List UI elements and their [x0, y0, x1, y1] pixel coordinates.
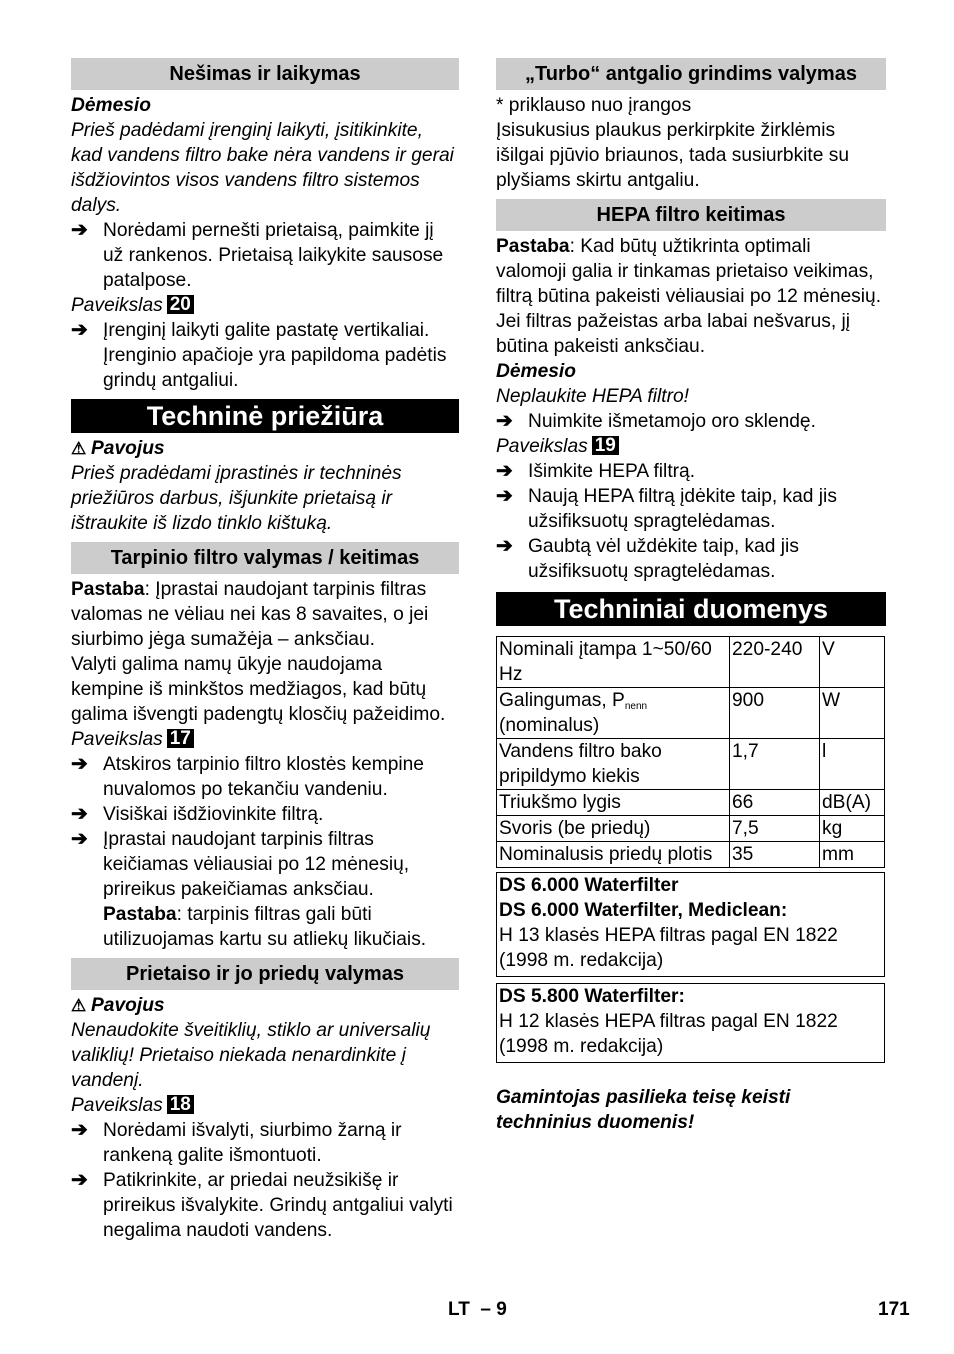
table-row: Triukšmo lygis 66 dB(A)	[497, 790, 885, 816]
arrow-right-icon: ➔	[71, 828, 88, 850]
arrow-right-icon: ➔	[71, 1119, 88, 1141]
danger-text: Prieš pradėdami įprastinės ir techninės priežiūros darbus, išjunkite prietaisą ir ištraukite iš lizdo tinklo kištuką.	[71, 463, 402, 534]
note-paragraph: Pastaba: Kad būtų užtikrinta optimali valomoji galia ir tinkamas prietaiso veikimas, filtrą būtina pakeisti vėliausiai po 12 mėnesių. Jei filtras pažeistas arba labai nešvarus, jį būtina pakeisti anksčiau.	[496, 236, 882, 357]
figure-ref: Paveikslas 20	[71, 293, 459, 318]
arrow-right-icon: ➔	[71, 319, 88, 341]
heading-hepa: HEPA filtro keitimas	[496, 199, 886, 231]
table-row: Svoris (be priedų) 7,5 kg	[497, 816, 885, 842]
list-item: ➔ Nuimkite išmetamojo oro sklendę.	[496, 410, 816, 432]
arrow-right-icon: ➔	[71, 803, 88, 825]
hepa-class-box-ds6000: DS 6.000 Waterfilter DS 6.000 Waterfilter, Mediclean: H 13 klasės HEPA filtras pagal EN 1822 (1998 m. redakcija)	[496, 872, 885, 977]
note-paragraph: Pastaba: tarpinis filtras gali būti utilizuojamas kartu su atliekų likučiais.	[103, 904, 427, 950]
list-item: ➔ Atskiros tarpinio filtro klostės kempine nuvalomos po tekančiu vandeniu.	[71, 753, 424, 800]
note-paragraph: Pastaba: Įprastai naudojant tarpinis filtras valomas ne vėliau nei kas 8 savaites, o jei siurbimo jėga sumažėja – anksčiau.	[71, 579, 429, 650]
figure-ref: Paveikslas 17	[71, 727, 459, 752]
hepa-class-box-ds5800: DS 5.800 Waterfilter: H 12 klasės HEPA filtras pagal EN 1822 (1998 m. redakcija)	[496, 983, 885, 1063]
list-item: ➔ Įrenginį laikyti galite pastatę vertikaliai. Įrenginio apačioje yra papildoma padėtis grindų antgaliui.	[71, 319, 447, 391]
list-item: ➔ Įprastai naudojant tarpinis filtras keičiamas vėliausiai po 12 mėnesių, prireikus pakeičiamas anksčiau.	[71, 828, 410, 900]
footer-language: LT – 9	[448, 1299, 507, 1320]
page-number: 171	[878, 1299, 910, 1320]
table-row: Galingumas, $P_{nenn}$ (nominalus) 900 W	[497, 688, 885, 739]
danger-label: ⚠ Pavojus	[71, 438, 165, 459]
heading-cleaning: Prietaiso ir jo priedų valymas	[71, 958, 459, 990]
arrow-right-icon: ➔	[71, 219, 88, 241]
arrow-right-icon: ➔	[496, 460, 513, 482]
heading-storage: Nešimas ir laikymas	[71, 58, 459, 90]
left-column	[71, 58, 459, 1243]
heading-intermediate-filter: Tarpinio filtro valymas / keitimas	[71, 542, 459, 574]
figure-ref: Paveikslas 18	[71, 1093, 459, 1118]
danger-text: Nenaudokite šveitiklių, stiklo ar universalių valiklių! Prietaiso niekada nenardinkite į vandenį.	[71, 1020, 431, 1091]
caution-label: Dėmesio	[71, 95, 151, 116]
figure-number: 20	[167, 295, 194, 314]
arrow-right-icon: ➔	[496, 535, 513, 557]
caution-text: Prieš padėdami įrenginį laikyti, įsitikinkite, kad vandens filtro bake nėra vandens ir gerai išdžiovintos visos vandens filtro sistemos dalys.	[71, 120, 454, 216]
disclaimer: Gamintojas pasilieka teisę keisti techninius duomenis!	[496, 1087, 791, 1133]
list-item: ➔ Naują HEPA filtrą įdėkite taip, kad jis užsifiksuotų spragtelėdamas.	[496, 485, 837, 532]
list-item: ➔ Norėdami pernešti prietaisą, paimkite jį už rankenos. Prietaisą laikykite sausose patalpose.	[71, 219, 444, 291]
list-item: ➔ Norėdami išvalyti, siurbimo žarną ir rankeną galite išmontuoti.	[71, 1119, 402, 1166]
caution-label: Dėmesio	[496, 361, 576, 382]
danger-label: ⚠ Pavojus	[71, 995, 165, 1016]
paragraph: Valyti galima namų ūkyje naudojama kempine iš minkštos medžiagos, kad būtų galima išvengti padengtų klosčių pažeidimo.	[71, 654, 446, 725]
figure-number: 19	[592, 436, 619, 455]
paragraph: * priklauso nuo įrangos	[496, 95, 692, 116]
heading-turbo-nozzle: „Turbo“ antgalio grindims valymas	[496, 58, 886, 90]
table-row: Vandens filtro bako pripildymo kiekis 1,7 l	[497, 739, 885, 790]
list-item: ➔ Išimkite HEPA filtrą.	[496, 460, 696, 482]
warning-icon: ⚠	[71, 996, 87, 1015]
figure-number: 17	[167, 729, 194, 748]
heading-technical-data: Techniniai duomenys	[496, 592, 886, 626]
right-column	[496, 58, 886, 1135]
list-item: ➔ Patikrinkite, ar priedai neužsikišę ir prireikus išvalykite. Grindų antgaliui valyti negalima naudoti vandens.	[71, 1169, 453, 1241]
table-row: Nominalusis priedų plotis 35 mm	[497, 842, 885, 868]
caution-text: Neplaukite HEPA filtro!	[496, 386, 690, 407]
arrow-right-icon: ➔	[71, 753, 88, 775]
warning-icon: ⚠	[71, 439, 87, 458]
table-row: Nominali įtampa 1~50/60 Hz 220-240 V	[497, 637, 885, 688]
arrow-right-icon: ➔	[71, 1169, 88, 1191]
paragraph: Įsisukusius plaukus perkirpkite žirklėmis išilgai pjūvio briaunos, tada susiurbkite su plyšiams skirtu antgaliu.	[496, 120, 850, 191]
figure-ref: Paveikslas 19	[496, 434, 886, 459]
list-item: ➔ Gaubtą vėl uždėkite taip, kad jis užsifiksuotų spragtelėdamas.	[496, 535, 799, 582]
arrow-right-icon: ➔	[496, 485, 513, 507]
heading-maintenance: Techninė priežiūra	[71, 399, 459, 433]
figure-number: 18	[167, 1095, 194, 1114]
list-item: ➔ Visiškai išdžiovinkite filtrą.	[71, 803, 324, 825]
spec-table	[496, 636, 885, 868]
arrow-right-icon: ➔	[496, 410, 513, 432]
